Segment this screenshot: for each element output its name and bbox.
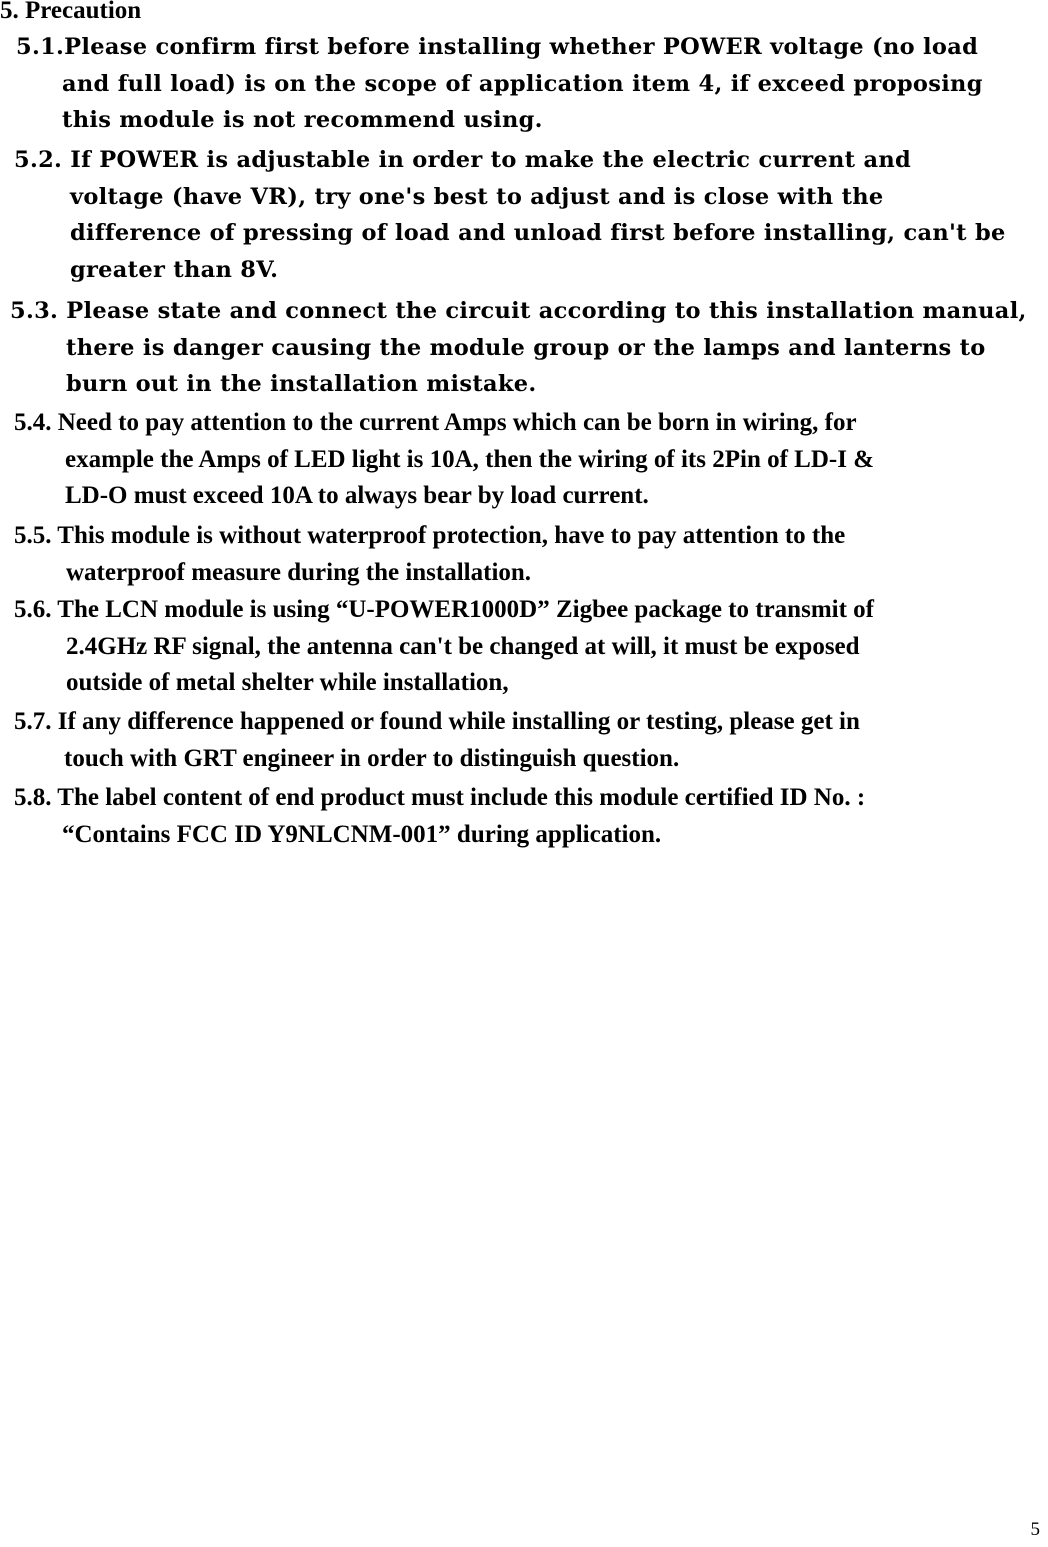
item-line: greater than 8V. (70, 257, 279, 284)
item-line: waterproof measure during the installation. (66, 558, 532, 586)
item-line: touch with GRT engineer in order to distinguish question. (64, 744, 680, 772)
item-line: 5.3. Please state and connect the circuit according to this installation manual, (10, 298, 1027, 324)
section-title: 5. Precaution (0, 0, 142, 24)
item-line: 5.1.Please confirm first before installing whether POWER voltage (no load (16, 34, 979, 60)
item-line: burn out in the installation mistake. (66, 371, 537, 398)
item-line: “Contains FCC ID Y9NLCNM-001” during application. (62, 820, 662, 848)
precaution-item-5-2 (14, 142, 1006, 289)
item-line: 5.7. If any difference happened or found while installing or testing, please get in (14, 708, 860, 735)
precaution-item-5-3 (10, 293, 1027, 403)
precaution-item-5-4 (14, 405, 874, 515)
item-line: outside of metal shelter while installation, (66, 669, 509, 697)
precaution-item-5-5 (14, 518, 845, 591)
item-line: voltage (have VR), try one's best to adjust and is close with the (70, 183, 884, 210)
item-line: there is danger causing the module group or the lamps and lanterns to (66, 334, 986, 361)
item-line: example the Amps of LED light is 10A, then the wiring of its 2Pin of LD-I & (65, 445, 875, 473)
item-line: 5.4. Need to pay attention to the current Amps which can be born in wiring, for (14, 409, 857, 436)
page-number: 5 (1030, 1519, 1040, 1540)
precaution-item-5-1 (16, 29, 983, 139)
item-line: 5.5. This module is without waterproof protection, have to pay attention to the (14, 522, 846, 549)
item-line: difference of pressing of load and unload first before installing, can't be (70, 220, 1006, 247)
item-line: LD-O must exceed 10A to always bear by load current. (65, 482, 649, 510)
precaution-item-5-7 (14, 704, 860, 777)
precaution-item-5-6 (14, 592, 874, 702)
item-line: this module is not recommend using. (62, 107, 543, 134)
item-line: 5.2. If POWER is adjustable in order to make the electric current and (14, 147, 912, 173)
precaution-item-5-8 (14, 780, 865, 853)
item-line: 5.6. The LCN module is using “U-POWER1000D” Zigbee package to transmit of (14, 596, 874, 623)
item-line: 5.8. The label content of end product must include this module certified ID No. : (14, 784, 866, 811)
item-line: 2.4GHz RF signal, the antenna can't be changed at will, it must be exposed (66, 632, 860, 660)
item-line: and full load) is on the scope of application item 4, if exceed proposing (62, 70, 983, 97)
